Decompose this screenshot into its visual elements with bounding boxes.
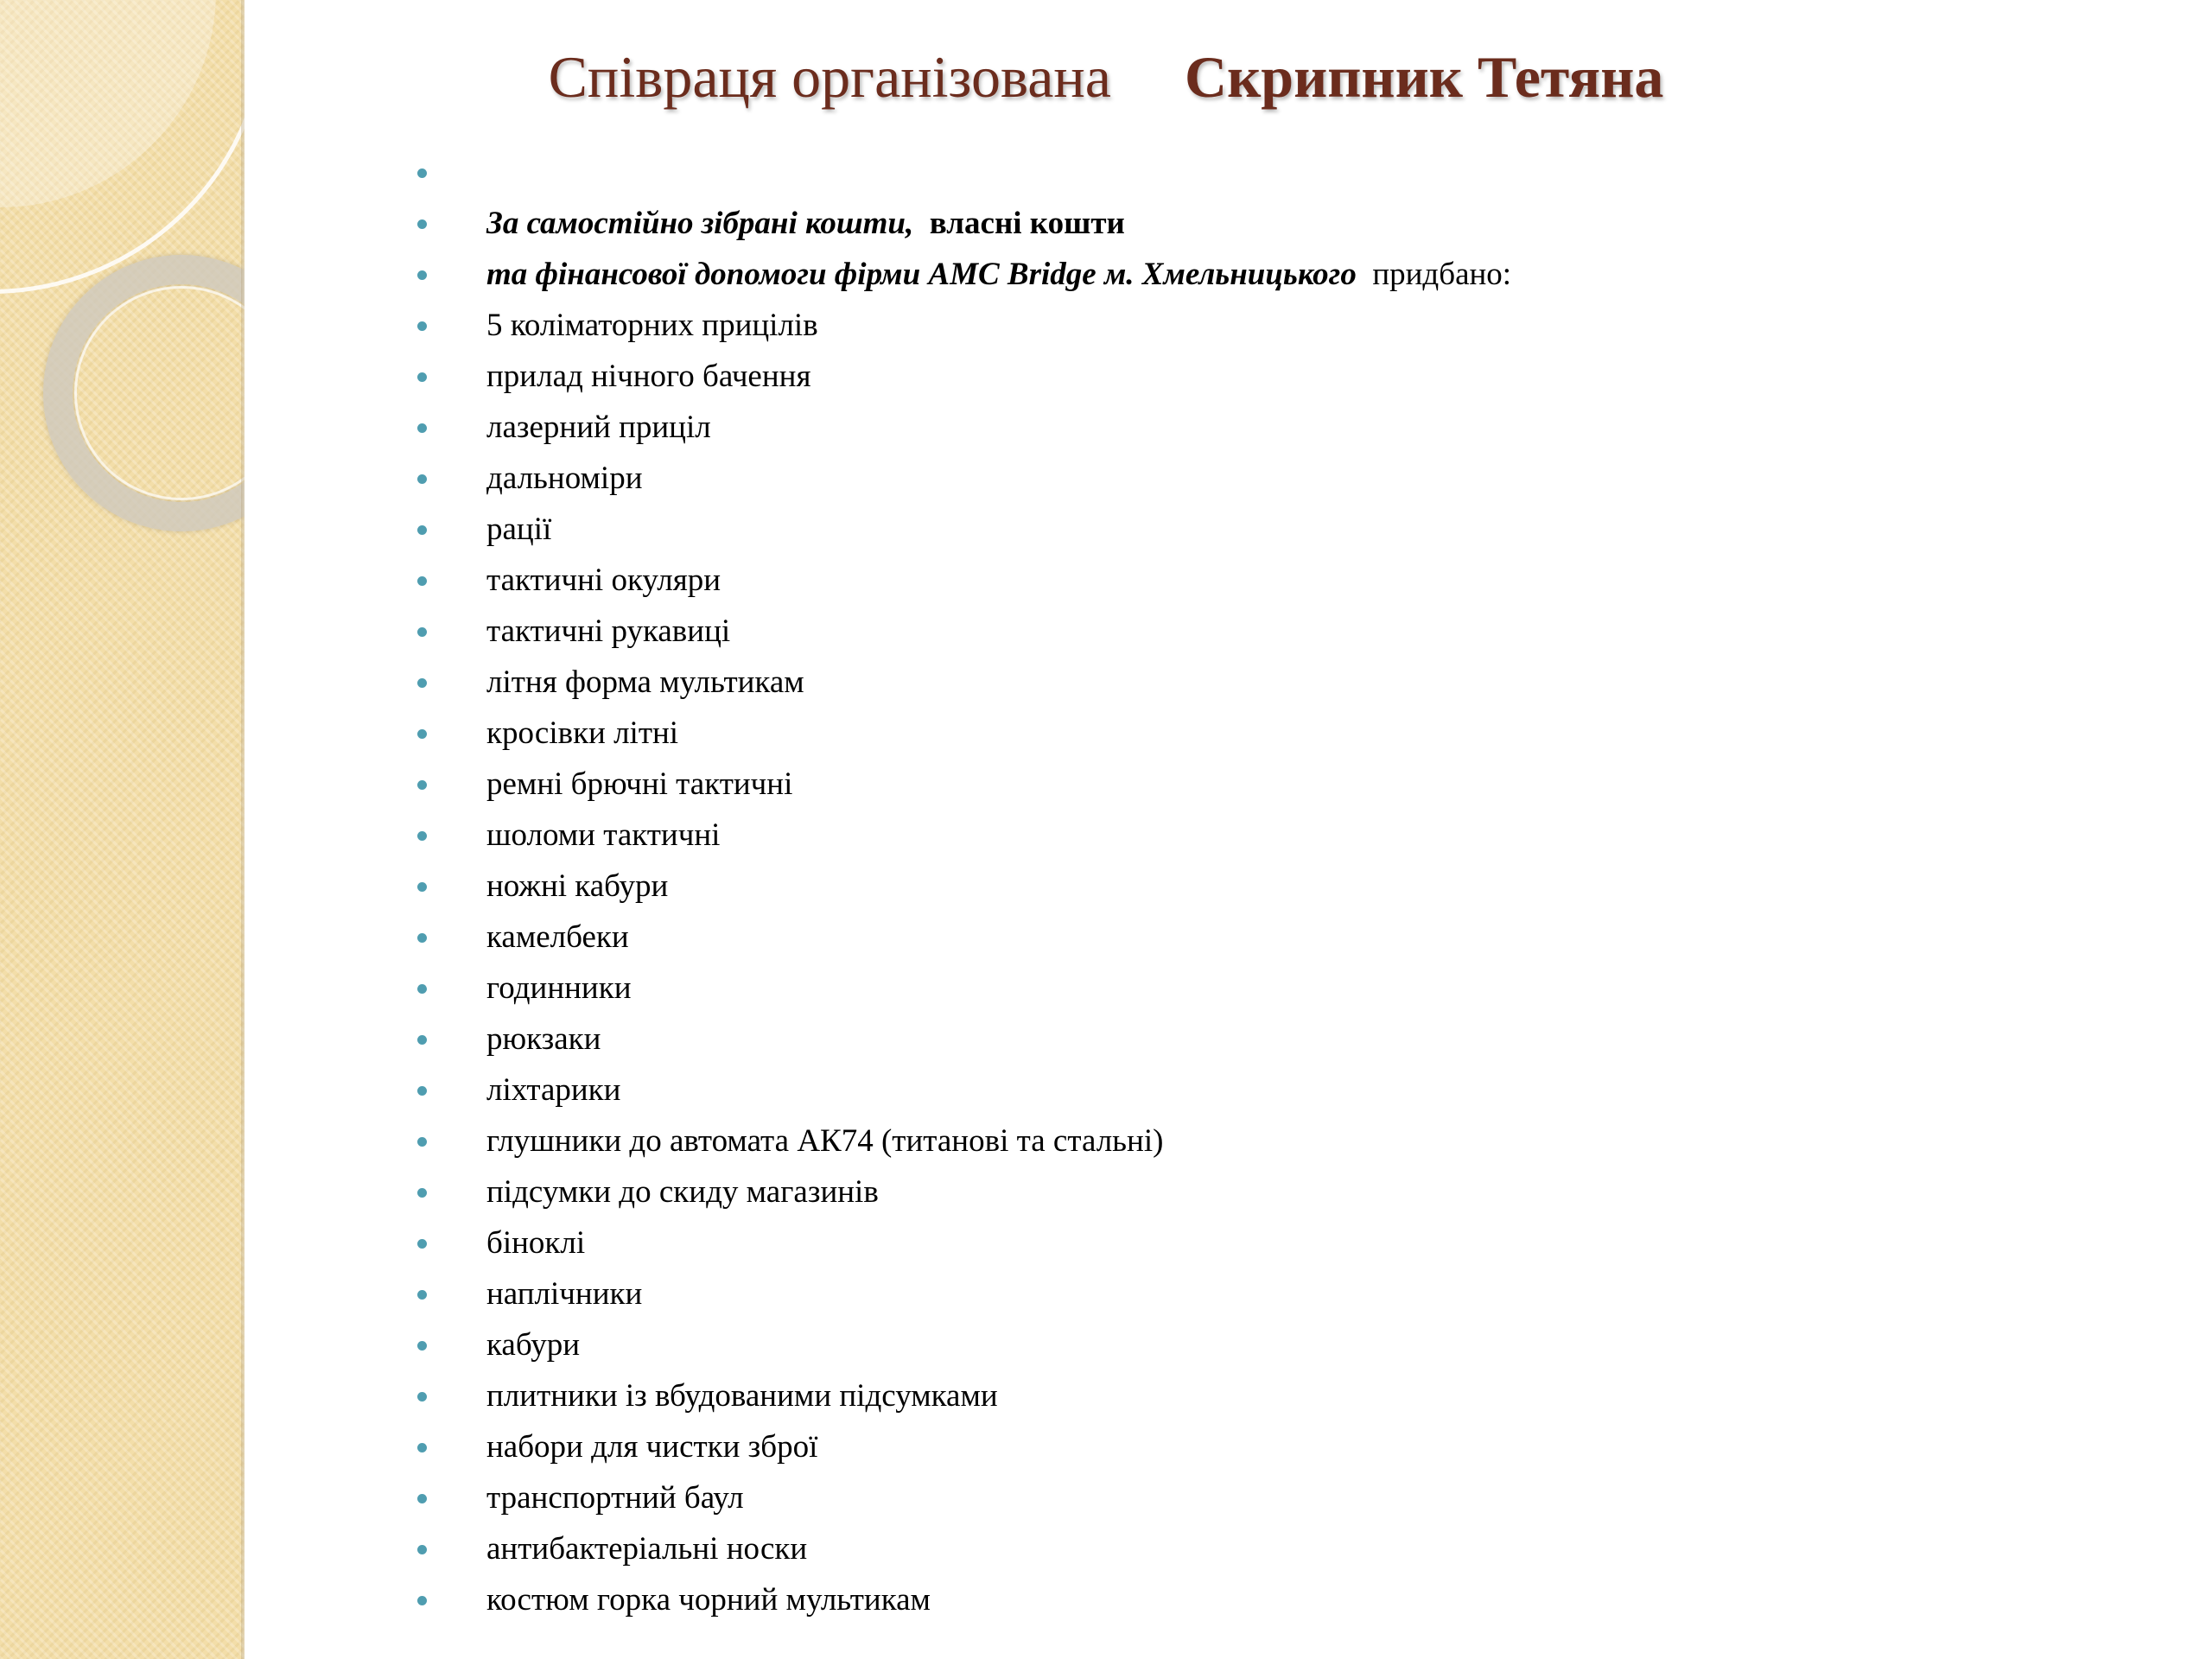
bullet-icon — [417, 627, 427, 637]
bullet-icon — [417, 831, 427, 841]
list-item — [415, 606, 2143, 657]
list-item-text: рюкзаки — [486, 1021, 601, 1057]
bullet-icon — [417, 1188, 427, 1198]
list-item — [415, 402, 2143, 453]
list-item-text: антибактеріальні носки — [486, 1531, 808, 1567]
bullet-icon — [417, 1086, 427, 1096]
bullet-icon — [417, 321, 427, 331]
list-item-text: біноклі — [486, 1225, 586, 1261]
list-item-text: ножні кабури — [486, 868, 669, 904]
list-item — [415, 1268, 2143, 1319]
list-item-sponsor — [415, 249, 2143, 300]
bullet-icon — [417, 1290, 427, 1300]
bullet-icon — [417, 372, 427, 382]
bullet-icon — [417, 1137, 427, 1147]
list-item — [415, 1472, 2143, 1523]
list-item — [415, 708, 2143, 759]
bullet-icon — [417, 1545, 427, 1554]
bullet-icon — [417, 270, 427, 280]
list-item-text: 5 коліматорних прицілів — [486, 308, 818, 343]
list-item — [415, 453, 2143, 504]
list-item — [415, 300, 2143, 351]
list-item-text: рації — [486, 512, 552, 547]
list-item-text: прилад нічного бачення — [486, 359, 811, 394]
list-item — [415, 1166, 2143, 1217]
list-item — [415, 1370, 2143, 1421]
bullet-icon — [417, 1035, 427, 1045]
bullet-icon — [417, 1392, 427, 1402]
purchase-list — [415, 147, 2143, 1625]
list-item-text: набори для чистки зброї — [486, 1429, 818, 1465]
bullet-icon — [417, 678, 427, 688]
decorative-side-band — [0, 0, 245, 1659]
list-item-text: шоломи тактичні — [486, 817, 721, 853]
bullet-icon — [417, 423, 427, 433]
bullet-icon — [417, 984, 427, 994]
bullet-icon — [417, 1494, 427, 1503]
bullet-icon — [417, 474, 427, 484]
list-item-text: дальноміри — [486, 461, 643, 496]
bullet-icon — [417, 882, 427, 892]
list-item — [415, 963, 2143, 1014]
list-item-text: тактичні рукавиці — [486, 613, 731, 649]
list-item — [415, 759, 2143, 810]
bullet-icon — [417, 219, 427, 229]
list-item — [415, 1217, 2143, 1268]
bullet-icon — [417, 525, 427, 535]
list-item-empty — [415, 147, 2143, 198]
list-item-text: плитники із вбудованими підсумками — [486, 1378, 998, 1414]
list-item — [415, 1523, 2143, 1574]
bullet-icon — [417, 576, 427, 586]
list-item — [415, 504, 2143, 555]
bullet-icon — [417, 1596, 427, 1605]
list-item-text: годинники — [486, 970, 632, 1006]
list-item — [415, 1014, 2143, 1065]
list-item-funding — [415, 198, 2143, 249]
list-item-text: ліхтарики — [486, 1072, 621, 1108]
slide-title — [0, 43, 2212, 111]
list-item — [415, 810, 2143, 861]
list-item-text: ремні брючні тактичні — [486, 766, 793, 802]
list-item-text: глушники до автомата АК74 (титанові та стальні) — [486, 1123, 1164, 1159]
list-item — [415, 1319, 2143, 1370]
list-item-text: підсумки до скиду магазинів — [486, 1174, 879, 1210]
bullet-icon — [417, 168, 427, 178]
list-item — [415, 555, 2143, 606]
bullet-icon — [417, 1239, 427, 1249]
list-item-text: наплічники — [486, 1276, 643, 1312]
list-item-text: кабури — [486, 1327, 581, 1363]
slide-title-part1: Співраця організована — [548, 44, 1111, 110]
list-item-text: костюм горка чорний мультикам — [486, 1582, 931, 1618]
bullet-icon — [417, 729, 427, 739]
list-item-text: камелбеки — [486, 919, 629, 955]
list-item-text: кросівки літні — [486, 715, 679, 751]
bullet-icon — [417, 1341, 427, 1351]
bullet-icon — [417, 933, 427, 943]
list-item — [415, 1574, 2143, 1625]
list-item-text: літня форма мультикам — [486, 664, 804, 700]
list-item — [415, 1421, 2143, 1472]
list-item — [415, 861, 2143, 912]
list-item-text: лазерний приціл — [486, 410, 711, 445]
list-item-text: тактичні окуляри — [486, 563, 721, 598]
list-item — [415, 351, 2143, 402]
sponsor-text-italic: та фінансової допомоги фірми AMC Bridge м. Хмельницького — [486, 257, 1357, 292]
list-item — [415, 1116, 2143, 1166]
list-item — [415, 912, 2143, 963]
sponsor-text-rest: придбано: — [1356, 257, 1512, 292]
list-item-text: транспортний баул — [486, 1480, 744, 1516]
list-item — [415, 1065, 2143, 1116]
funding-text-bold: власні кошти — [913, 206, 1125, 241]
bullet-icon — [417, 1443, 427, 1452]
funding-text-italic: За самостійно зібрані кошти, — [486, 206, 914, 241]
slide-title-part2: Скрипник Тетяна — [1184, 44, 1664, 110]
bullet-icon — [417, 780, 427, 790]
list-item — [415, 657, 2143, 708]
